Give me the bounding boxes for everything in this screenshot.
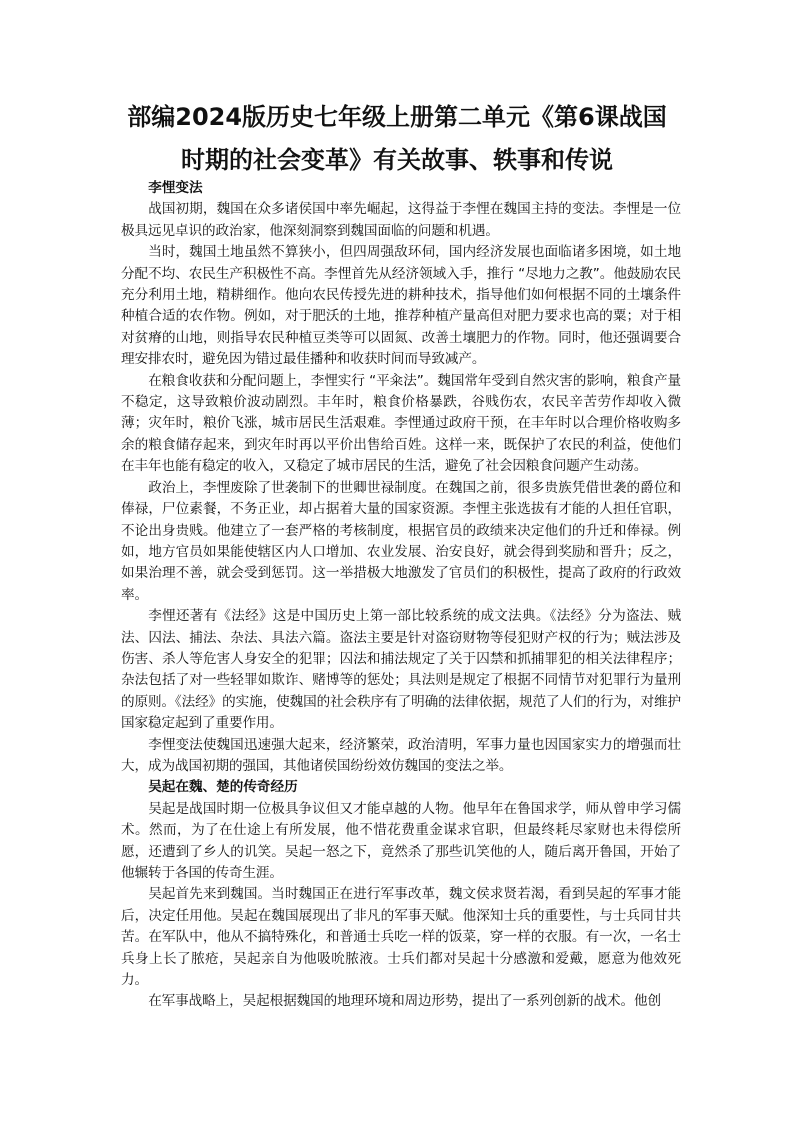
page-title-line-2: 时期的社会变革》有关故事、轶事和传说 — [181, 146, 613, 174]
paragraph: 战国初期，魏国在众多诸侯国中率先崛起，这得益于李悝在魏国主持的变法。李悝是一位极具远见卓识的政治家，他深刻洞察到魏国面临的问题和机遇。 — [121, 201, 681, 239]
paragraph: 政治上，李悝废除了世袭制下的世卿世禄制度。在魏国之前，很多贵族凭借世袭的爵位和俸禄，尸位素餐，不务正业，却占据着大量的国家资源。李悝主张选拔有才能的人担任官职，不论出身贵贱。他建立了一套严格的考核制度，根据官员的政绩来决定他们的升迁和俸禄。例如，地方官员如果能使辖区内人口增加、农业发展、治安良好，就会得到奖励和晋升；反之，如果治理不善，就会受到惩罚。这一举措极大地激发了官员们的积极性，提高了政府的行政效率。 — [121, 479, 681, 603]
paragraph: 李悝还著有《法经》这是中国历史上第一部比较系统的成文法典。《法经》分为盗法、贼法、囚法、捕法、杂法、具法六篇。盗法主要是针对盗窃财物等侵犯财产权的行为；贼法涉及伤害、杀人等危害人身安全的犯罪；囚法和捕法规定了关于囚禁和抓捕罪犯的相关法律程序；杂法包括了对一些轻罪如欺诈、赌博等的惩处；具法则是规定了根据不同情节对犯罪行为量刑的原则。《法经》的实施，使魏国的社会秩序有了明确的法律依据，规范了人们的行为，对维护国家稳定起到了重要作用。 — [121, 608, 681, 732]
paragraph: 吴起首先来到魏国。当时魏国正在进行军事改革，魏文侯求贤若渴，看到吴起的军事才能后，决定任用他。吴起在魏国展现出了非凡的军事天赋。他深知士兵的重要性，与士兵同甘共苦。在军队中，他从不搞特殊化，和普通士兵吃一样的饭菜，穿一样的衣服。有一次，一名士兵身上长了脓疮，吴起亲自为他吸吮脓液。士兵们都对吴起十分感激和爱戴，愿意为他效死力。 — [121, 886, 681, 989]
paragraph: 李悝变法使魏国迅速强大起来，经济繁荣，政治清明，军事力量也因国家实力的增强而壮大，成为战国初期的强国，其他诸侯国纷纷效仿魏国的变法之举。 — [121, 736, 681, 774]
section-heading: 李悝变法 — [148, 180, 203, 196]
paragraph: 吴起是战国时期一位极具争议但又才能卓越的人物。他早年在鲁国求学，师从曾申学习儒术。然而，为了在仕途上有所发展，他不惜花费重金谋求官职，但最终耗尽家财也未得偿所愿，还遭到了乡人的讥笑。吴起一怒之下，竟然杀了那些讥笑他的人，随后离开鲁国，开始了他辗转于各国的传奇生涯。 — [121, 800, 681, 881]
paragraph: 当时，魏国土地虽然不算狭小，但四周强敌环伺，国内经济发展也面临诸多困境，如土地分配不均、农民生产积极性不高。李悝首先从经济领域入手，推行 “尽地力之教”。他鼓励农民充分利用土地，精耕细作。他向农民传授先进的耕种技术，指导他们如何根据不同的土壤条件种植合适的农作物。例如，对于肥沃的土地，推荐种植产量高但对肥力要求也高的粟；对于相对贫瘠的山地，则指导农民种植豆类等可以固氮、改善土壤肥力的作物。同时，他还强调要合理安排农时，避免因为错过最佳播种和收获时间而导致减产。 — [121, 244, 681, 368]
paragraph: 在粮食收获和分配问题上，李悝实行 “平籴法”。魏国常年受到自然灾害的影响，粮食产量不稳定，这导致粮价波动剧烈。丰年时，粮食价格暴跌，谷贱伤农，农民辛苦劳作却收入微薄；灾年时，粮价飞涨，城市居民生活艰难。李悝通过政府干预，在丰年时以合理价格收购多余的粮食储存起来，到灾年时再以平价出售给百姓。这样一来，既保护了农民的利益，使他们在丰年也能有稳定的收入，又稳定了城市居民的生活，避免了社会因粮食问题产生动荡。 — [121, 372, 681, 475]
paragraph: 在军事战略上，吴起根据魏国的地理环境和周边形势，提出了一系列创新的战术。他创 — [148, 993, 661, 1010]
page-title-line-1: 部编2024版历史七年级上册第二单元《第6课战国 — [127, 103, 667, 131]
section-heading: 吴起在魏、楚的传奇经历 — [148, 779, 298, 796]
article-body — [121, 178, 681, 1013]
